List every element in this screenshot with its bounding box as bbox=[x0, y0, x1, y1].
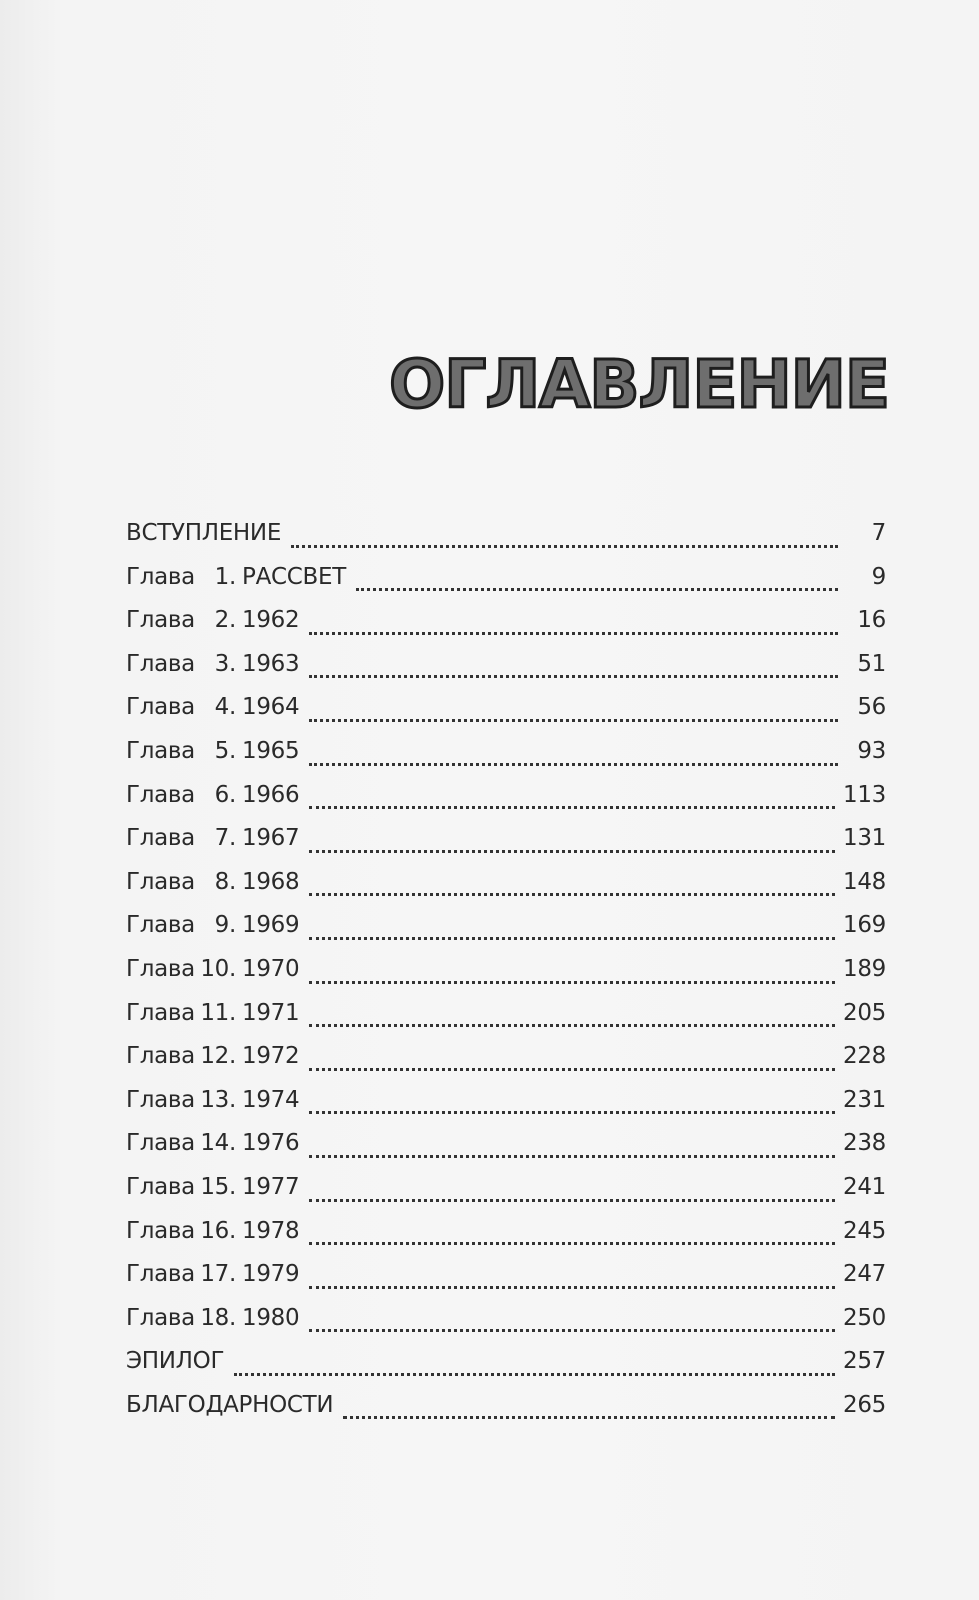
toc-chapter-prefix: Глава bbox=[126, 912, 195, 939]
toc-entry bbox=[126, 520, 886, 564]
toc-chapter-number: 6 bbox=[214, 781, 229, 808]
toc-chapter-number: 7 bbox=[214, 825, 229, 852]
toc-page-number: 265 bbox=[843, 1391, 886, 1418]
toc-entry-label: Глава 13. 1974 bbox=[126, 1086, 300, 1113]
toc-chapter-name: 1969 bbox=[242, 912, 300, 939]
toc-chapter-name: 1972 bbox=[242, 1043, 300, 1070]
toc-chapter-number: 10 bbox=[200, 955, 229, 982]
toc-entry-label: Глава 12. 1972 bbox=[126, 1043, 300, 1070]
toc-entry bbox=[126, 1261, 886, 1305]
toc-entry-label: ВСТУПЛЕНИЕ bbox=[126, 520, 282, 546]
toc-chapter-number: 15 bbox=[200, 1173, 229, 1200]
toc-chapter-number: 17 bbox=[200, 1261, 229, 1288]
toc-chapter-prefix: Глава bbox=[126, 1217, 195, 1244]
toc-page-number: 241 bbox=[843, 1173, 886, 1200]
toc-chapter-prefix: Глава bbox=[126, 1304, 195, 1331]
toc-leader-dots bbox=[234, 1373, 835, 1376]
toc-page-number: 247 bbox=[843, 1261, 886, 1288]
toc-chapter-name: 1976 bbox=[242, 1130, 300, 1157]
toc-entry-label: Глава 15. 1977 bbox=[126, 1173, 300, 1200]
toc-chapter-prefix: Глава bbox=[126, 1086, 195, 1113]
toc-leader-dots bbox=[309, 1242, 835, 1245]
toc-chapter-name: 1964 bbox=[242, 694, 300, 721]
toc-entry bbox=[126, 825, 886, 869]
toc-entry bbox=[126, 1043, 886, 1087]
toc-page-number: 169 bbox=[843, 912, 886, 939]
toc-page-number: 56 bbox=[857, 694, 886, 721]
toc-entry-label: Глава 2. 1962 bbox=[126, 607, 300, 634]
toc-leader-dots bbox=[309, 763, 838, 766]
toc-entry-label: Глава 11. 1971 bbox=[126, 999, 300, 1026]
toc-entry bbox=[126, 1392, 886, 1436]
toc-page-number: 9 bbox=[871, 563, 886, 590]
toc-entry bbox=[126, 694, 886, 738]
toc-chapter-number: 14 bbox=[200, 1130, 229, 1157]
toc-page-number: 148 bbox=[843, 868, 886, 895]
toc-chapter-name: 1970 bbox=[242, 955, 300, 982]
toc-entry bbox=[126, 1218, 886, 1262]
toc-chapter-prefix: Глава bbox=[126, 999, 195, 1026]
toc-chapter-prefix: Глава bbox=[126, 737, 195, 764]
toc-leader-dots bbox=[291, 545, 838, 548]
toc-chapter-prefix: Глава bbox=[126, 1261, 195, 1288]
toc-page-number: 189 bbox=[843, 955, 886, 982]
toc-entry bbox=[126, 869, 886, 913]
toc-page-number: 250 bbox=[843, 1304, 886, 1331]
toc-chapter-name: 1974 bbox=[242, 1086, 300, 1113]
toc-page-number: 51 bbox=[857, 650, 886, 677]
toc-page-number: 257 bbox=[843, 1348, 886, 1375]
toc-chapter-name: 1968 bbox=[242, 868, 300, 895]
toc-entry bbox=[126, 1087, 886, 1131]
toc-page-number: 16 bbox=[857, 607, 886, 634]
toc-entry-label: Глава 6. 1966 bbox=[126, 781, 300, 808]
toc-entry bbox=[126, 607, 886, 651]
toc-leader-dots bbox=[309, 1329, 835, 1332]
toc-entry-label: Глава 17. 1979 bbox=[126, 1261, 300, 1288]
toc-leader-dots bbox=[356, 588, 838, 591]
toc-page-number: 228 bbox=[843, 1043, 886, 1070]
toc-leader-dots bbox=[309, 981, 835, 984]
toc-entry-label: Глава 16. 1978 bbox=[126, 1217, 300, 1244]
toc-chapter-number: 4 bbox=[214, 694, 229, 721]
toc-entry bbox=[126, 738, 886, 782]
toc-leader-dots bbox=[309, 675, 838, 678]
toc-page-number: 131 bbox=[843, 825, 886, 852]
toc-chapter-prefix: Глава bbox=[126, 1173, 195, 1200]
toc-chapter-prefix: Глава bbox=[126, 694, 195, 721]
toc-chapter-name: 1977 bbox=[242, 1173, 300, 1200]
toc-entry bbox=[126, 564, 886, 608]
toc-entry-label: Глава 9. 1969 bbox=[126, 912, 300, 939]
toc-page-number: 113 bbox=[843, 781, 886, 808]
toc-entry-label: Глава 10. 1970 bbox=[126, 955, 300, 982]
toc-chapter-number: 16 bbox=[200, 1217, 229, 1244]
toc-entry bbox=[126, 651, 886, 695]
toc-entry-label: Глава 1. РАССВЕТ bbox=[126, 563, 346, 590]
toc-chapter-name: 1965 bbox=[242, 737, 300, 764]
toc-chapter-number: 2 bbox=[214, 607, 229, 634]
toc-page-number: 93 bbox=[857, 737, 886, 764]
toc-page-number: 231 bbox=[843, 1086, 886, 1113]
toc-entry bbox=[126, 956, 886, 1000]
toc-entry bbox=[126, 1130, 886, 1174]
toc-chapter-number: 18 bbox=[200, 1304, 229, 1331]
toc-chapter-prefix: Глава bbox=[126, 1130, 195, 1157]
toc-entry bbox=[126, 1305, 886, 1349]
toc-chapter-name: 1980 bbox=[242, 1304, 300, 1331]
toc-chapter-prefix: Глава bbox=[126, 955, 195, 982]
toc-leader-dots bbox=[343, 1416, 835, 1419]
toc-chapter-prefix: Глава bbox=[126, 607, 195, 634]
toc-chapter-prefix: Глава bbox=[126, 868, 195, 895]
toc-chapter-number: 13 bbox=[200, 1086, 229, 1113]
toc-chapter-prefix: Глава bbox=[126, 650, 195, 677]
toc-page-number: 205 bbox=[843, 999, 886, 1026]
toc-chapter-number: 5 bbox=[214, 737, 229, 764]
toc-entry-label: Глава 8. 1968 bbox=[126, 868, 300, 895]
toc-chapter-prefix: Глава bbox=[126, 825, 195, 852]
toc-leader-dots bbox=[309, 850, 835, 853]
toc-entry bbox=[126, 782, 886, 826]
toc-leader-dots bbox=[309, 937, 835, 940]
toc-chapter-number: 8 bbox=[214, 868, 229, 895]
toc-leader-dots bbox=[309, 1199, 835, 1202]
toc-entry bbox=[126, 912, 886, 956]
toc-chapter-name: 1963 bbox=[242, 650, 300, 677]
toc-entry-label: Глава 14. 1976 bbox=[126, 1130, 300, 1157]
toc-leader-dots bbox=[309, 1286, 835, 1289]
toc-entry-label: Глава 7. 1967 bbox=[126, 825, 300, 852]
toc-entry-label: Глава 5. 1965 bbox=[126, 737, 300, 764]
toc-leader-dots bbox=[309, 1068, 835, 1071]
toc-chapter-name: 1966 bbox=[242, 781, 300, 808]
toc-chapter-prefix: Глава bbox=[126, 1043, 195, 1070]
toc-chapter-name: РАССВЕТ bbox=[242, 563, 346, 590]
toc-chapter-name: 1978 bbox=[242, 1217, 300, 1244]
toc-chapter-name: 1971 bbox=[242, 999, 300, 1026]
toc-chapter-name: 1967 bbox=[242, 825, 300, 852]
toc-chapter-name: 1962 bbox=[242, 607, 300, 634]
toc-leader-dots bbox=[309, 632, 838, 635]
toc-chapter-number: 1 bbox=[214, 563, 229, 590]
page-title: ОГЛАВЛЕНИЕ bbox=[389, 346, 889, 423]
toc-page-number: 245 bbox=[843, 1217, 886, 1244]
toc-page-number: 7 bbox=[871, 520, 886, 546]
toc-chapter-number: 11 bbox=[200, 999, 229, 1026]
toc-chapter-name: 1979 bbox=[242, 1261, 300, 1288]
toc-leader-dots bbox=[309, 1111, 835, 1114]
toc-entry-label: БЛАГОДАРНОСТИ bbox=[126, 1391, 334, 1418]
table-of-contents bbox=[126, 520, 886, 1435]
toc-chapter-number: 12 bbox=[200, 1043, 229, 1070]
toc-entry bbox=[126, 1348, 886, 1392]
toc-leader-dots bbox=[309, 1155, 835, 1158]
toc-chapter-number: 9 bbox=[214, 912, 229, 939]
toc-leader-dots bbox=[309, 1024, 835, 1027]
toc-entry bbox=[126, 1174, 886, 1218]
toc-entry-label: Глава 3. 1963 bbox=[126, 650, 300, 677]
toc-leader-dots bbox=[309, 719, 838, 722]
toc-leader-dots bbox=[309, 893, 835, 896]
toc-leader-dots bbox=[309, 806, 835, 809]
toc-entry-label: Глава 18. 1980 bbox=[126, 1304, 300, 1331]
toc-entry bbox=[126, 1000, 886, 1044]
toc-page-number: 238 bbox=[843, 1130, 886, 1157]
toc-chapter-number: 3 bbox=[214, 650, 229, 677]
toc-entry-label: Глава 4. 1964 bbox=[126, 694, 300, 721]
toc-entry-label: ЭПИЛОГ bbox=[126, 1348, 225, 1375]
toc-chapter-prefix: Глава bbox=[126, 563, 195, 590]
toc-chapter-prefix: Глава bbox=[126, 781, 195, 808]
